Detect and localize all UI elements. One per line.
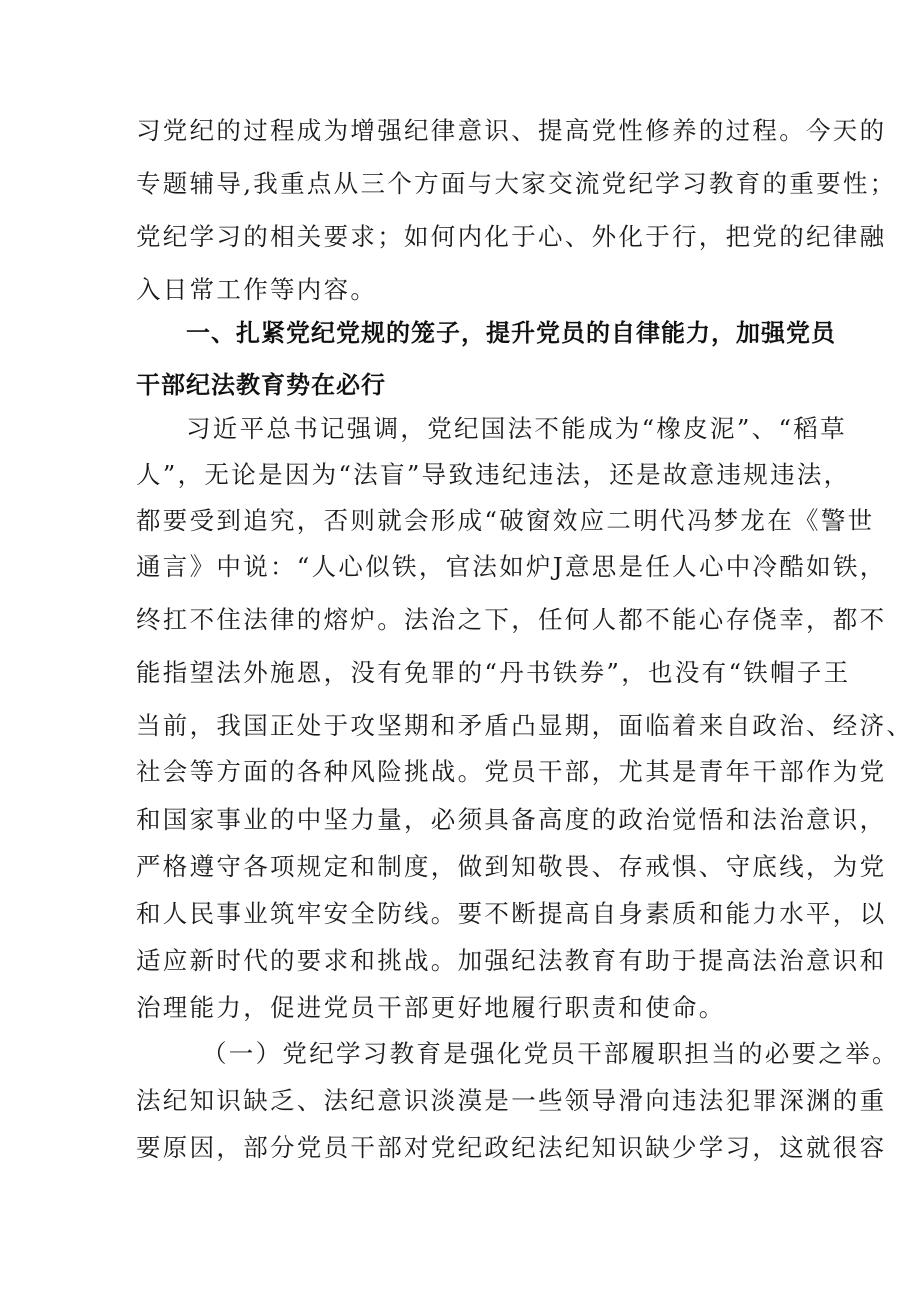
intro-line-4: 入日常工作等内容。: [136, 275, 378, 304]
intro-line-3: 党纪学习的相关要求；如何内化于心、外化于行，把党的纪律融: [136, 222, 887, 251]
body-line-6: 能指望法外施恩，没有免罪的“丹书铁券”，也没有“铁帽子王: [136, 658, 851, 687]
body-line-9: 和国家事业的中坚力量，必须具备高度的政治觉悟和法治意识，: [136, 805, 887, 834]
body-line-13: 治理能力，促进党员干部更好地履行职责和使命。: [136, 993, 726, 1022]
subsection-line-1: （一）党纪学习教育是强化党员干部履职担当的必要之举。: [202, 1039, 899, 1068]
subsection-line-3: 要原因，部分党员干部对党纪政纪法纪知识缺少学习，这就很容: [136, 1133, 887, 1162]
intro-line-2: 专题辅导,我重点从三个方面与大家交流党纪学习教育的重要性；: [136, 169, 897, 198]
intro-line-1: 习党纪的过程成为增强纪律意识、提高党性修养的过程。今天的: [136, 116, 887, 145]
body-line-4: 通言》中说：“人心似铁，官法如炉J意思是任人心中冷酷如铁，: [136, 552, 887, 581]
body-line-2: 人”，无论是因为“法盲”导致违纪违法，还是故意违规违法，: [136, 460, 851, 489]
body-line-1: 习近平总书记强调，党纪国法不能成为“橡皮泥”、“稻草: [186, 414, 847, 443]
body-line-7: 当前，我国正处于攻坚期和矛盾凸显期，面临着来自政治、经济、: [136, 711, 914, 740]
body-line-3: 都要受到追究，否则就会形成“破窗效应二明代冯梦龙在《警世: [136, 506, 875, 535]
body-line-11: 和人民事业筑牢安全防线。要不断提高自身素质和能力水平，以: [136, 899, 887, 928]
body-line-12: 适应新时代的要求和挑战。加强纪法教育有助于提高法治意识和: [136, 946, 887, 975]
subsection-line-2: 法纪知识缺乏、法纪意识淡漠是一些领导滑向违法犯罪深渊的重: [136, 1086, 887, 1115]
section-heading-line-2: 干部纪法教育势在必行: [136, 371, 386, 399]
body-line-5: 终扛不住法律的熔炉。法治之下，任何人都不能心存侥幸，都不: [136, 605, 887, 634]
section-heading-line-1: 一、扎紧党纪党规的笼子，提升党员的自律能力，加强党员: [186, 319, 836, 347]
body-line-10: 严格遵守各项规定和制度，做到知敬畏、存戒惧、守底线，为党: [136, 852, 887, 881]
body-line-8: 社会等方面的各种风险挑战。党员干部，尤其是青年干部作为党: [136, 757, 887, 786]
